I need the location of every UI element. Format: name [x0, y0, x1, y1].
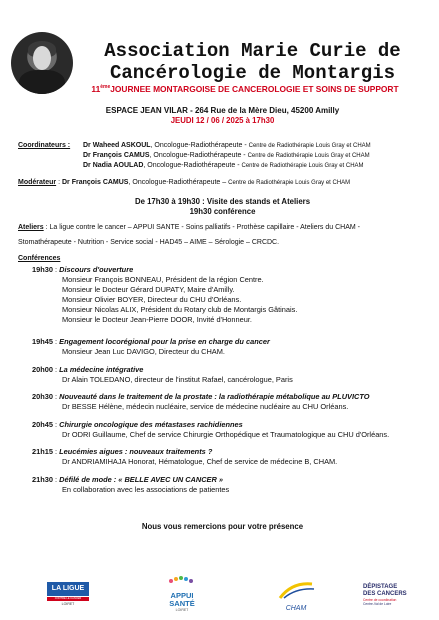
ateliers-line2: Stomathérapeute - Nutrition - Service social - HAD45 – AIME – Sérologie – CRCDC. — [18, 239, 280, 246]
cham-logo: CHAM — [272, 580, 320, 610]
session-2115: 21h15 : Leucémies aigues : nouveaux traitements ? Dr ANDRIAMIHAJA Honorat, Hématologue, Chef de service de médecine B, CHAM. — [32, 447, 338, 466]
stands-schedule: De 17h30 à 19h30 : Visite des stands et Ateliers — [134, 197, 311, 206]
coordinateurs-label: Coordinateurs : — [18, 142, 71, 149]
thanks-message: Nous vous remercions pour votre présence — [141, 522, 304, 531]
event-edition: 11èmeJOURNEE MONTARGOISE DE CANCEROLOGIE ET SOINS DE SUPPORT — [91, 84, 399, 94]
association-title-line1: Association Marie Curie de — [104, 40, 401, 62]
la-ligue-logo: LA LIGUE CONTRE LE CANCER LOIRET — [47, 582, 89, 606]
session-2030: 20h30 : Nouveauté dans le traitement de la prostate : la radiothérapie métabolique au PLUVICTO Dr BESSE Hélène, médecin nucléaire, service de médecine nucléaire au CHU Orléans. — [32, 392, 370, 411]
session-2000: 20h00 : La médecine intégrative Dr Alain TOLEDANO, directeur de l'institut Rafael, cancérologue, Paris — [32, 365, 293, 384]
coordinateur-3: Dr Nadia AOULAD, Oncologue-Radiothérapeute - Centre de Radiothérapie Louis Gray et CHAM — [83, 162, 364, 169]
session-1930: 19h30 : Discours d'ouverture Monsieur François BONNEAU, Président de la région Centre. Monsieur le Docteur Gérard DUPATY, Maire d'Amilly. Monsieur Olivier BOYER, Directeur du CHU d'Orléans. Monsieur Nicolas ALIX, Président du Rotary club de Montargis Gâtinais. Monsieur le Docteur Jean-Pierre DOOR, Invité d'Honneur. — [32, 265, 298, 324]
conferences-label: Conférences — [18, 255, 61, 262]
conference-start: 19h30 conférence — [189, 207, 256, 216]
moderateur: Modérateur : Dr François CAMUS, Oncologue-Radiothérapeute – Centre de Radiothérapie Louis Gray et CHAM — [18, 179, 351, 186]
association-title-line2: Cancérologie de Montargis — [109, 62, 396, 84]
venue-address: ESPACE JEAN VILAR - 264 Rue de la Mère Dieu, 45200 Amilly — [105, 106, 340, 115]
coordinateur-1: Dr Waheed ASKOUL, Oncologue-Radiothérapeute - Centre de Radiothérapie Louis Gray et CHAM — [83, 142, 371, 149]
session-1945: 19h45 : Engagement locorégional pour la prise en charge du cancer Monsieur Jean Luc DAVIGO, Directeur du CHAM. — [32, 337, 270, 356]
event-date: JEUDI 12 / 06 / 2025 à 17h30 — [170, 116, 275, 125]
session-2130: 21h30 : Défilé de mode : « BELLE AVEC UN CANCER » En collaboration avec les associations de patientes — [32, 475, 230, 494]
appui-sante-logo: APPUI SANTÉ LOIRET — [157, 574, 207, 610]
coordinateur-2: Dr François CAMUS, Oncologue-Radiothérapeute - Centre de Radiothérapie Louis Gray et CHAM — [83, 152, 370, 159]
depistage-cancers-logo: DÉPISTAGE DES CANCERS Centre de coordination Centre-Val de Loire — [363, 584, 407, 606]
session-2045: 20h45 : Chirurgie oncologique des métastases rachidiennes Dr ODRI Guillaume, Chef de service Chirurgie Orthopédique et Traumatologique au CHU d'Orléans. — [32, 420, 390, 439]
ateliers: Ateliers : La ligue contre le cancer – APPUI SANTE - Soins palliatifs - Prothèse capillaire - Ateliers du CHAM - — [18, 224, 360, 231]
